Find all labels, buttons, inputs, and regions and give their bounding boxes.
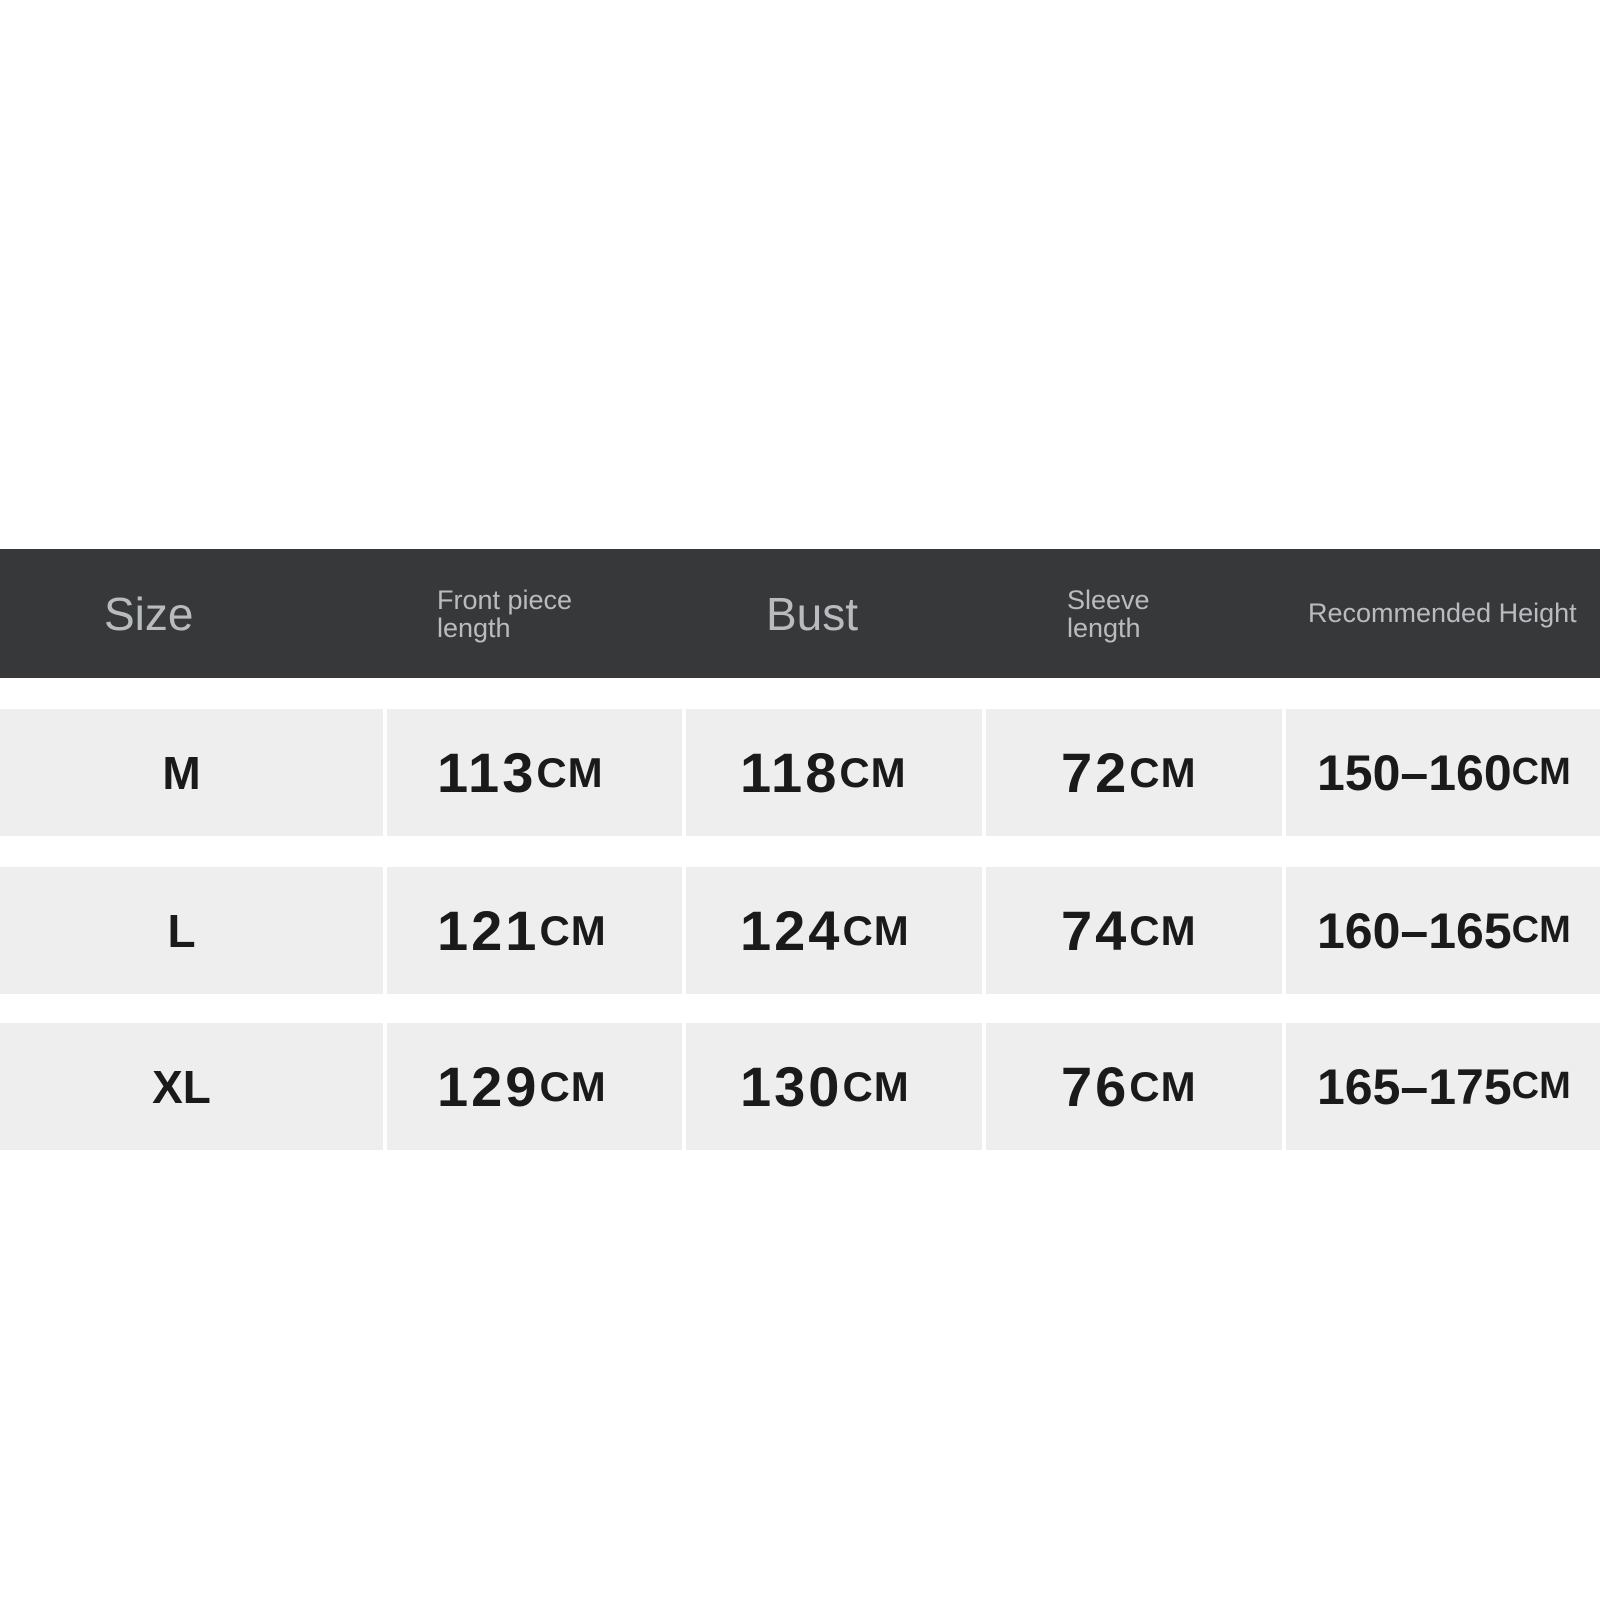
unit-label: CM	[1129, 906, 1197, 954]
unit-label: CM	[839, 748, 907, 796]
table-row	[0, 1023, 1600, 1150]
unit-label: CM	[1511, 751, 1571, 793]
size-value: XL	[152, 1060, 211, 1113]
front-length-cell	[387, 709, 682, 836]
sleeve-length-value: 76	[1061, 1055, 1130, 1118]
size-cell	[0, 709, 383, 836]
header-sleeve-length	[1067, 549, 1207, 678]
header-recommended-height	[1308, 549, 1577, 678]
sleeve-length-cell	[986, 867, 1282, 994]
unit-label: CM	[842, 906, 910, 954]
bust-cell	[686, 867, 982, 994]
front-length-value: 113	[437, 741, 537, 804]
recommended-height-value: 160–165	[1317, 902, 1512, 959]
header-sleeve-length-label: Sleeve length	[1067, 584, 1150, 643]
unit-label: CM	[1511, 1065, 1571, 1107]
bust-value: 130	[740, 1055, 843, 1118]
unit-label: CM	[1129, 1062, 1197, 1110]
front-length-value: 121	[437, 899, 540, 962]
unit-label: CM	[536, 748, 604, 796]
table-row	[0, 867, 1600, 994]
unit-label: CM	[1129, 748, 1197, 796]
sleeve-length-cell	[986, 709, 1282, 836]
size-value: L	[167, 904, 196, 957]
header-front-piece-length	[437, 549, 647, 678]
sleeve-length-value: 72	[1061, 741, 1130, 804]
header-recommended-height-label: Recommended Height	[1308, 598, 1577, 628]
sleeve-length-value: 74	[1061, 899, 1130, 962]
front-length-cell	[387, 1023, 682, 1150]
header-size-label: Size	[104, 587, 194, 640]
header-size	[104, 549, 193, 678]
unit-label: CM	[842, 1062, 910, 1110]
unit-label: CM	[539, 906, 607, 954]
unit-label: CM	[1511, 909, 1571, 951]
table-row	[0, 709, 1600, 836]
bust-cell	[686, 1023, 982, 1150]
recommended-height-value: 150–160	[1317, 744, 1512, 801]
front-length-cell	[387, 867, 682, 994]
bust-value: 118	[740, 741, 840, 804]
header-bust-label: Bust	[766, 587, 859, 640]
bust-cell	[686, 709, 982, 836]
recommended-height-cell	[1286, 867, 1600, 994]
recommended-height-cell	[1286, 709, 1600, 836]
size-cell	[0, 1023, 383, 1150]
recommended-height-value: 165–175	[1317, 1058, 1512, 1115]
size-cell	[0, 867, 383, 994]
bust-value: 124	[740, 899, 843, 962]
header-bust	[766, 549, 858, 678]
size-value: M	[162, 746, 201, 799]
front-length-value: 129	[437, 1055, 540, 1118]
unit-label: CM	[539, 1062, 607, 1110]
sleeve-length-cell	[986, 1023, 1282, 1150]
table-header-row	[0, 549, 1600, 678]
header-front-piece-length-label: Front piece length	[437, 584, 573, 643]
recommended-height-cell	[1286, 1023, 1600, 1150]
